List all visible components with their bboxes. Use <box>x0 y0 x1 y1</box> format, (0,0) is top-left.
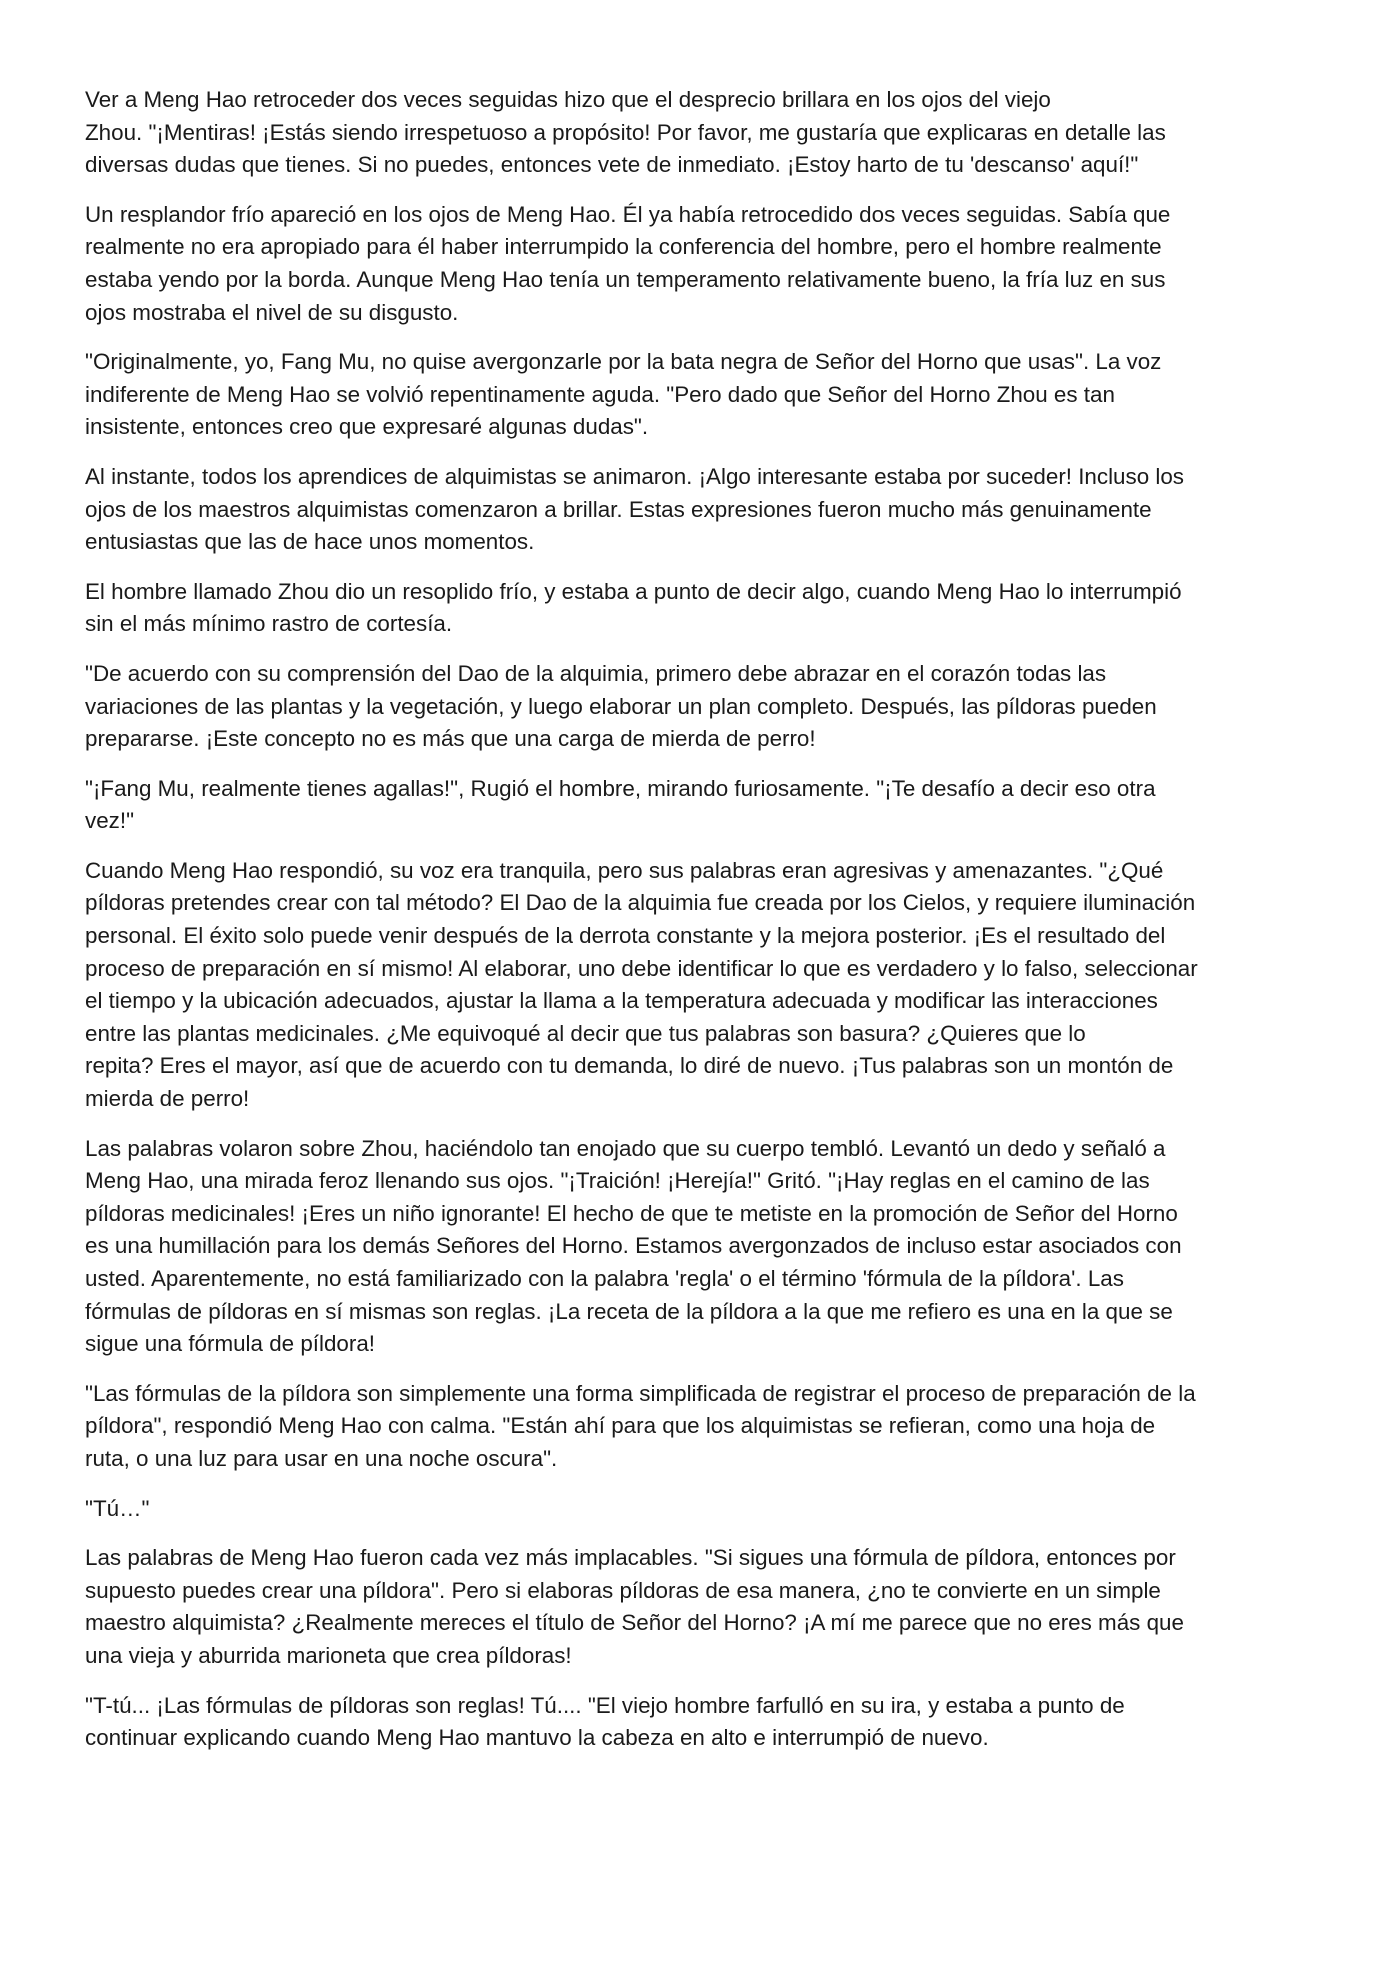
paragraph-12: Las palabras de Meng Hao fueron cada vez más implacables. "Si sigues una fórmula de píldora, entonces por supuesto puedes crear una píldora". Pero si elaboras píldoras de esa manera, ¿no te convierte en un simple maestro alquimista? ¿Realmente mereces el título de Señor del Horno? ¡A mí me parece que no eres más que una vieja y aburrida marioneta que crea píldoras! <box>85 1545 1184 1668</box>
paragraph-13: "T-tú... ¡Las fórmulas de píldoras son reglas! Tú.... "El viejo hombre farfulló en su ira, y estaba a punto de continuar explicando cuando Meng Hao mantuvo la cabeza en alto e interrumpió de nuevo. <box>85 1692 1125 1751</box>
paragraph-10: "Las fórmulas de la píldora son simplemente una forma simplificada de registrar el proceso de preparación de la píldora", respondió Meng Hao con calma. "Están ahí para que los alquimistas se refieran, como una hoja de ruta, o una luz para usar en una noche oscura". <box>85 1380 1196 1471</box>
paragraph-6: "De acuerdo con su comprensión del Dao de la alquimia, primero debe abrazar en el corazón todas las variaciones de las plantas y la vegetación, y luego elaborar un plan completo. Después, las píldoras pueden prepararse. ¡Este concepto no es más que una carga de mierda de perro! <box>85 660 1157 752</box>
paragraph-11: "Tú…" <box>85 1495 150 1521</box>
document-page <box>85 84 1325 1772</box>
paragraph-3: "Originalmente, yo, Fang Mu, no quise avergonzarle por la bata negra de Señor del Horno que usas". La voz indiferente de Meng Hao se volvió repentinamente aguda. "Pero dado que Señor del Horno Zhou es tan insistente, entonces creo que expresaré algunas dudas". <box>85 349 1162 440</box>
paragraph-4: Al instante, todos los aprendices de alquimistas se animaron. ¡Algo interesante estaba por suceder! Incluso los ojos de los maestros alquimistas comenzaron a brillar. Estas expresiones fueron mucho más genuinamente entusiastas que las de hace unos momentos. <box>85 463 1184 555</box>
paragraph-9: Las palabras volaron sobre Zhou, haciéndolo tan enojado que su cuerpo tembló. Levantó un dedo y señaló a Meng Hao, una mirada feroz llenando sus ojos. "¡Traición! ¡Herejía!" Gritó. "¡Hay reglas en el camino de las píldoras medicinales! ¡Eres un niño ignorante! El hecho de que te metiste en la promoción de Señor del Horno es una humillación para los demás Señores del Horno. Estamos avergonzados de incluso estar asociados con usted. Aparentemente, no está familiarizado con la palabra 'regla' o el término 'fórmula de la píldora'. Las fórmulas de píldoras en sí mismas son reglas. ¡La receta de la píldora a la que me refiero es una en la que se sigue una fórmula de píldora! <box>85 1135 1182 1357</box>
paragraph-2: Un resplandor frío apareció en los ojos de Meng Hao. Él ya había retrocedido dos veces seguidas. Sabía que realmente no era apropiado para él haber interrumpido la conferencia del hombre, pero el hombre realmente estaba yendo por la borda. Aunque Meng Hao tenía un temperamento relativamente bueno, la fría luz en sus ojos mostraba el nivel de su disgusto. <box>85 201 1171 325</box>
paragraph-1: Ver a Meng Hao retroceder dos veces seguidas hizo que el desprecio brillara en los ojos del viejo Zhou. "¡Mentiras! ¡Estás siendo irrespetuoso a propósito! Por favor, me gustaría que explicaras en detalle las diversas dudas que tienes. Si no puedes, entonces vete de inmediato. ¡Estoy harto de tu 'descanso' aquí!" <box>85 87 1166 178</box>
paragraph-5: El hombre llamado Zhou dio un resoplido frío, y estaba a punto de decir algo, cuando Meng Hao lo interrumpió sin el más mínimo rastro de cortesía. <box>85 578 1182 637</box>
paragraph-7: "¡Fang Mu, realmente tienes agallas!", Rugió el hombre, mirando furiosamente. "¡Te desafío a decir eso otra vez!" <box>85 775 1156 834</box>
paragraph-8: Cuando Meng Hao respondió, su voz era tranquila, pero sus palabras eran agresivas y amenazantes. "¿Qué píldoras pretendes crear con tal método? El Dao de la alquimia fue creada por los Cielos, y requiere iluminación personal. El éxito solo puede venir después de la derrota constante y la mejora posterior. ¡Es el resultado del proceso de preparación en sí mismo! Al elaborar, uno debe identificar lo que es verdadero y lo falso, seleccionar el tiempo y la ubicación adecuados, ajustar la llama a la temperatura adecuada y modificar las interacciones entre las plantas medicinales. ¿Me equivoqué al decir que tus palabras son basura? ¿Quieres que lo repita? Eres el mayor, así que de acuerdo con tu demanda, lo diré de nuevo. ¡Tus palabras son un montón de mierda de perro! <box>85 857 1198 1112</box>
